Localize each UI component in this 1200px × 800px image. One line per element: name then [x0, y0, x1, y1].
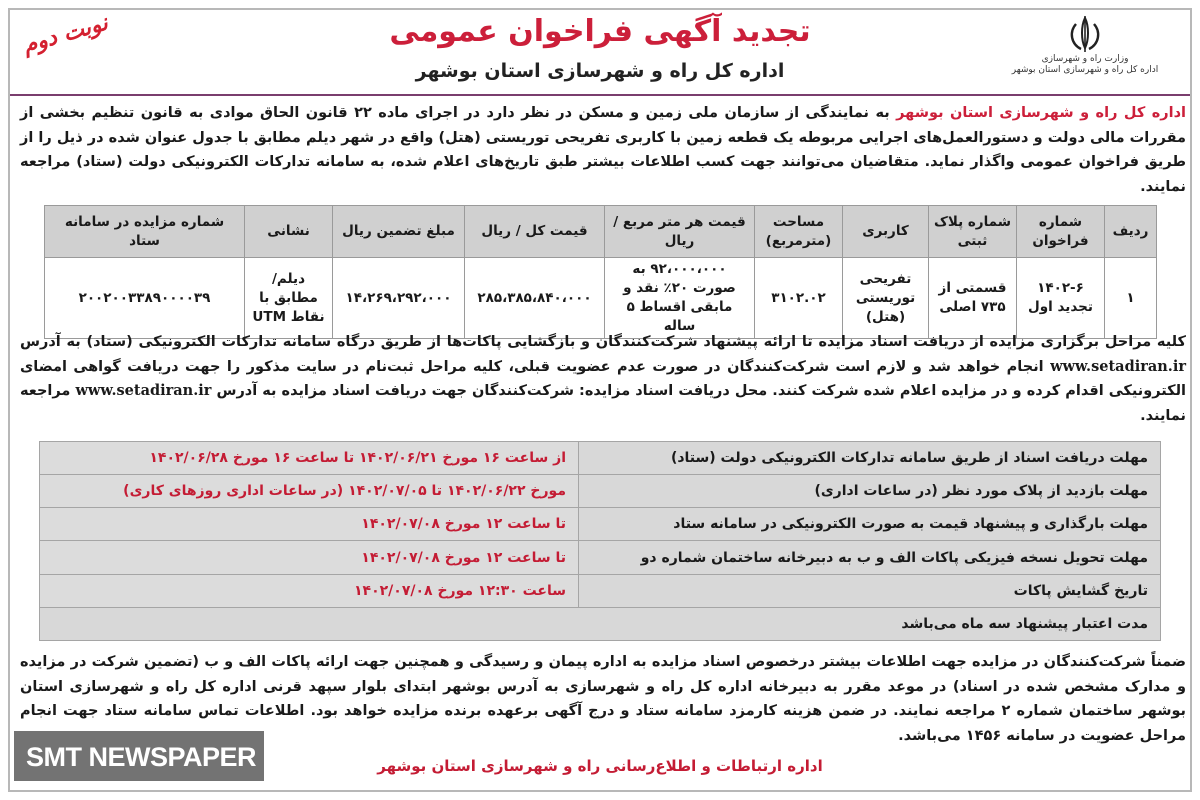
schedule-validity: مدت اعتبار پیشنهاد سه ماه می‌باشد [40, 607, 1161, 640]
schedule-table [39, 441, 1161, 641]
procedure-text-b: انجام خواهد شد و لازم است شرکت‌کنندگان در صورت عدم عضویت قبلی، کلیه مراحل ثبت‌نام در سایت مذکور را جهت دریافت گواهی امضای الکترونیکی اقدام کرده و در مزایده اعلام شده شرکت کنند. محل دریافت اسناد مزایده: شرکت‌کنندگان جهت دریافت اسناد مزایده به آدرس [20, 358, 1186, 399]
table-cell: ۳۱۰۲.۰۲ [755, 258, 843, 339]
ministry-line-1: وزارت راه و شهرسازی [1041, 54, 1129, 64]
schedule-label: مهلت تحویل نسخه فیزیکی پاکات الف و ب به دبیرخانه ساختمان شماره دو [579, 541, 1161, 574]
schedule-label: مهلت دریافت اسناد از طریق سامانه تدارکات الکترونیکی دولت (ستاد) [579, 442, 1161, 475]
schedule-row [40, 508, 1161, 541]
header-cell: شماره فراخوان [1017, 206, 1105, 258]
schedule-row [40, 475, 1161, 508]
ministry-caption [990, 54, 1180, 76]
intro-organization: اداره کل راه و شهرسازی استان بوشهر [896, 105, 1187, 121]
procedure-text-a: کلیه مراحل برگزاری مزایده از دریافت اسناد مزایده تا ارائه پیشنهاد شرکت‌کنندگان و بازگشایی پاکات‌ها از طریق درگاه سامانه تدارکات الکترونیکی (ستاد) به آدرس [20, 334, 1186, 350]
schedule-value: از ساعت ۱۶ مورخ ۱۴۰۲/۰۶/۲۱ تا ساعت ۱۶ مورخ ۱۴۰۲/۰۶/۲۸ [40, 442, 579, 475]
table-cell: ۱ [1105, 258, 1157, 339]
schedule-row [40, 442, 1161, 475]
table-row [45, 258, 1157, 339]
department-signature: اداره ارتباطات و اطلاع‌رسانی راه و شهرسازی استان بوشهر [377, 757, 823, 775]
intro-text: به نمایندگی از سازمان ملی زمین و مسکن در نظر دارد در اجرای ماده ۲۲ قانون الحاق موادی به قانون تنظیم بخشی از مقررات مالی دولت و دستورالعمل‌های اجرایی مربوطه یک قطعه زمین با کاربری تفریحی توریستی (هتل) واقع در شهر دیلم مطابق با جدول عنوان شده در ذیل را از طریق فراخوان عمومی واگذار نماید. متقاضیان می‌توانند جهت کسب اطلاعات بیشتر طبق تاریخ‌های اعلام شده، به سامانه تدارکات الکترونیکی دولت (ستاد) مراجعه نمایند. [20, 105, 1186, 195]
header-cell: قیمت کل / ریال [465, 206, 605, 258]
table-header-row [45, 206, 1157, 258]
schedule-value: تا ساعت ۱۲ مورخ ۱۴۰۲/۰۷/۰۸ [40, 508, 579, 541]
schedule-value: ساعت ۱۲:۳۰ مورخ ۱۴۰۲/۰۷/۰۸ [40, 574, 579, 607]
iran-emblem-icon [1064, 14, 1106, 54]
ad-title: تجدید آگهی فراخوان عمومی [389, 14, 811, 49]
schedule-value: مورخ ۱۴۰۲/۰۶/۲۲ تا ۱۴۰۲/۰۷/۰۵ (در ساعات اداری روزهای کاری) [40, 475, 579, 508]
header-cell: شماره پلاک ثبتی [929, 206, 1017, 258]
schedule-label: مهلت بازدید از پلاک مورد نظر (در ساعات اداری) [579, 475, 1161, 508]
header-divider [10, 94, 1190, 96]
schedule-row [40, 607, 1161, 640]
closing-paragraph: ضمناً شرکت‌کنندگان در مزایده جهت اطلاعات بیشتر درخصوص اسناد مزایده به اداره پیمان و رسیدگی و همچنین جهت ارائه پاکات الف و ب (تضمین شرکت در مزایده و مدارک مشخص شده در اسناد) در موعد مقرر به دبیرخانه اداره کل راه و شهرسازی به آدرس بوشهر ابتدای بلوار سپهد قرنی اداره کل راه و شهرسازی استان بوشهر ساختمان شماره ۲ مراجعه نمایند. در ضمن هزینه کارمزد سامانه ستاد و درج آگهی برعهده برنده مزایده خواهد بود. اطلاعات تماس سامانه ستاد جهت انجام مراحل عضویت در سامانه ۱۴۵۶ می‌باشد. [20, 654, 1186, 744]
ministry-line-2: اداره کل راه و شهرسازی استان بوشهر [1011, 65, 1159, 75]
table-cell: دیلم/ مطابق با نقاط UTM [245, 258, 333, 339]
header-cell: نشانی [245, 206, 333, 258]
schedule-label: تاریخ گشایش پاکات [579, 574, 1161, 607]
turn-badge: نوبت دوم [20, 10, 111, 59]
schedule-row [40, 541, 1161, 574]
intro-paragraph [20, 101, 1186, 201]
table-cell: ۲۸۵،۳۸۵،۸۴۰،۰۰۰ [465, 258, 605, 339]
table-cell: قسمتی از ۷۳۵ اصلی [929, 258, 1017, 339]
table-cell: تفریحی توریستی (هتل) [843, 258, 929, 339]
table-cell: ۲۰۰۲۰۰۳۳۸۹۰۰۰۰۳۹ [45, 258, 245, 339]
header-cell: شماره مزایده در سامانه ستاد [45, 206, 245, 258]
header-cell: ردیف [1105, 206, 1157, 258]
table-cell: ۹۲،۰۰۰،۰۰۰ به صورت ۲۰٪ نقد و مابقی اقساط ۵ ساله [605, 258, 755, 339]
newspaper-watermark: SMT NEWSPAPER [26, 742, 257, 772]
schedule-row [40, 574, 1161, 607]
header-cell: مساحت (مترمربع) [755, 206, 843, 258]
table-cell: ۱۴۰۲-۶ تجدید اول [1017, 258, 1105, 339]
header-cell: قیمت هر متر مربع / ریال [605, 206, 755, 258]
procedure-paragraph [20, 330, 1186, 434]
header-cell: مبلغ تضمین ریال [333, 206, 465, 258]
schedule-value: تا ساعت ۱۲ مورخ ۱۴۰۲/۰۷/۰۸ [40, 541, 579, 574]
header-cell: کاربری [843, 206, 929, 258]
setadiran-link-2[interactable]: www.setadiran.ir [75, 382, 212, 399]
ad-subtitle: اداره کل راه و شهرسازی استان بوشهر [415, 60, 785, 82]
table-cell: ۱۴،۲۶۹،۲۹۲،۰۰۰ [333, 258, 465, 339]
land-details-table [44, 205, 1157, 339]
procedure-text-c: مراجعه نمایند. [20, 383, 1186, 424]
setadiran-link[interactable]: www.setadiran.ir [1050, 357, 1186, 375]
schedule-label: مهلت بارگذاری و پیشنهاد قیمت به صورت الکترونیکی در سامانه ستاد [579, 508, 1161, 541]
